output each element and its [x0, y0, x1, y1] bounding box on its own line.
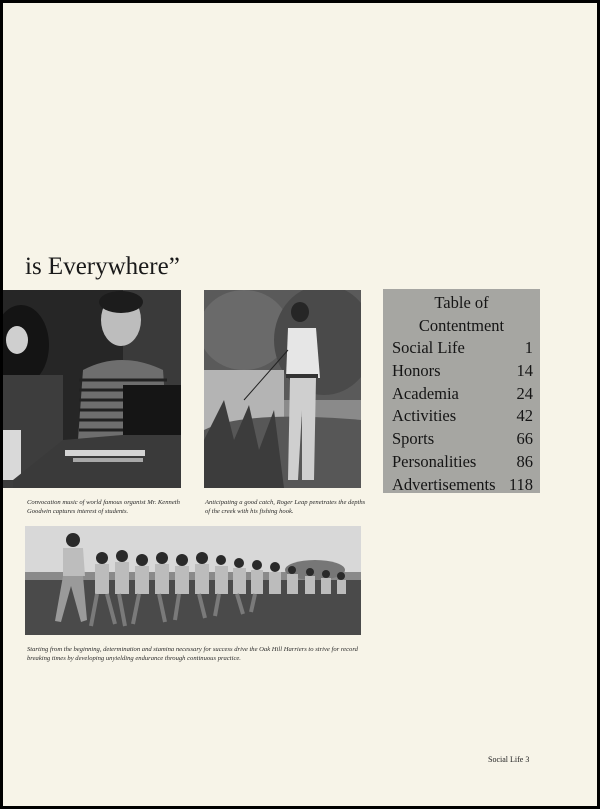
- toc-entry-personalities: [383, 451, 540, 474]
- toc-title-line-1: Table of: [434, 293, 489, 312]
- toc-entry-activities: [383, 405, 540, 428]
- organ-concert-illustration: [3, 290, 181, 488]
- organ-caption: Convocation music of world famous organist Mr. Kenneth Goodwin captures interest of students.: [27, 499, 180, 515]
- fishing-photo: [204, 290, 361, 488]
- toc-title: [383, 291, 540, 337]
- toc-entry-page: 24: [516, 383, 533, 403]
- toc-entry-honors: [383, 360, 540, 383]
- runners-illustration: [25, 526, 361, 635]
- toc-entry-label: Sports: [392, 429, 435, 449]
- cross-country-photo: [25, 526, 361, 635]
- page-footer: Social Life 3: [488, 755, 530, 764]
- toc-entry-label: Personalities: [392, 451, 477, 471]
- yearbook-page: [3, 3, 597, 806]
- toc-title-line-2: Contentment: [418, 316, 505, 335]
- fishing-caption: Anticipating a good catch, Roger Leap penetrates the depths of the creek with his fishing hook.: [205, 499, 366, 515]
- toc-entry-page: 66: [516, 429, 533, 449]
- organ-concert-photo: [3, 290, 181, 488]
- toc-entry-label: Advertisements: [392, 474, 496, 494]
- toc-entry-academia: [383, 383, 540, 406]
- toc-entry-sports: [383, 428, 540, 451]
- toc-entry-page: 1: [524, 338, 533, 357]
- toc-entry-label: Activities: [392, 406, 457, 426]
- toc-entry-label: Academia: [392, 383, 459, 403]
- table-of-contentment: [383, 289, 540, 493]
- toc-entry-advertisements: [383, 474, 540, 497]
- toc-entry-label: Social Life: [392, 338, 465, 357]
- headline: is Everywhere”: [25, 253, 180, 280]
- fishing-illustration: [204, 290, 361, 488]
- toc-entry-page: 118: [508, 474, 533, 494]
- toc-entry-page: 42: [516, 406, 533, 426]
- toc-entry-page: 86: [516, 451, 533, 471]
- toc-entry-page: 14: [516, 360, 533, 380]
- toc-entry-label: Honors: [392, 360, 441, 380]
- runners-caption: Starting from the beginning, determination and stamina necessary for success drive the Oak Hill Harriers to strive for record breaking times by developing unyielding endurance through continuous practice.: [27, 646, 358, 662]
- toc-entry-social-life: [383, 337, 540, 360]
